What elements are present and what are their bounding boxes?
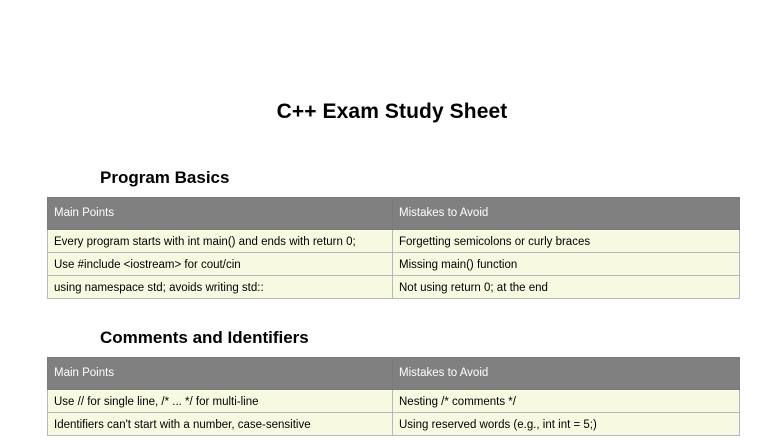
table-header-row	[48, 358, 740, 390]
table-cell-main-point: Use // for single line, /* ... */ for multi-line	[48, 390, 393, 413]
page-title: C++ Exam Study Sheet	[276, 100, 508, 123]
table-cell-main-point: Every program starts with int main() and ends with return 0;	[48, 230, 393, 253]
column-header-mistakes: Mistakes to Avoid	[393, 358, 740, 390]
table-row	[48, 230, 740, 253]
table-cell-mistake: Using reserved words (e.g., int int = 5;)	[393, 413, 740, 436]
table-row	[48, 253, 740, 276]
table-cell-mistake: Not using return 0; at the end	[393, 276, 740, 299]
table-row	[48, 276, 740, 299]
table-header-row	[48, 198, 740, 230]
program-basics-table	[47, 197, 740, 299]
table-row	[48, 390, 740, 413]
table-cell-mistake: Nesting /* comments */	[393, 390, 740, 413]
table-cell-main-point: using namespace std; avoids writing std::	[48, 276, 393, 299]
table-cell-mistake: Missing main() function	[393, 253, 740, 276]
table-cell-mistake: Forgetting semicolons or curly braces	[393, 230, 740, 253]
section-heading-comments-identifiers: Comments and Identifiers	[100, 328, 309, 347]
comments-identifiers-table	[47, 357, 740, 436]
section-heading-program-basics: Program Basics	[100, 168, 230, 187]
table-cell-main-point: Use #include <iostream> for cout/cin	[48, 253, 393, 276]
table-cell-main-point: Identifiers can't start with a number, case-sensitive	[48, 413, 393, 436]
column-header-main-points: Main Points	[48, 358, 393, 390]
column-header-main-points: Main Points	[48, 198, 393, 230]
table-row	[48, 413, 740, 436]
column-header-mistakes: Mistakes to Avoid	[393, 198, 740, 230]
